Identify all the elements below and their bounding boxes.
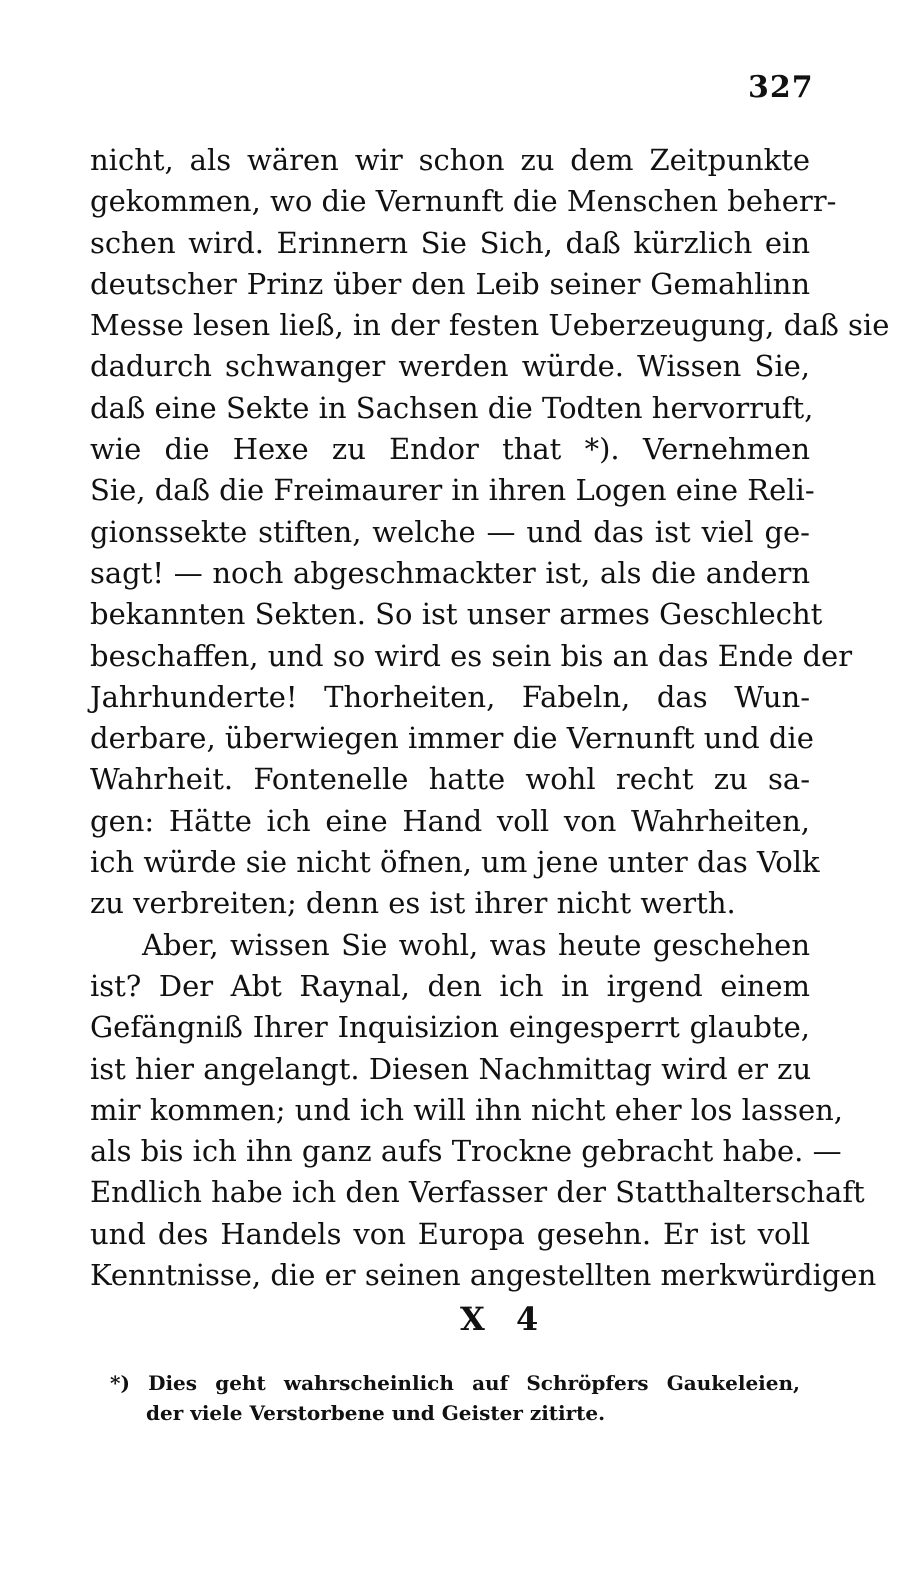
signature-mark: X 4	[460, 1300, 549, 1338]
text-line: dadurch schwanger werden würde. Wissen Sie,	[90, 349, 810, 384]
text-line: Kenntnisse, die er seinen angestellten merkwürdigen	[90, 1258, 877, 1293]
text-line: Wahrheit. Fontenelle hatte wohl recht zu sa-	[90, 762, 810, 797]
text-line: gekommen, wo die Vernunft die Menschen beherr-	[90, 184, 837, 219]
body-text	[90, 140, 890, 1296]
footnote-line: der viele Verstorbene und Geister zitirte.	[146, 1401, 606, 1425]
text-line: daß eine Sekte in Sachsen die Todten hervorruft,	[90, 390, 814, 425]
text-line: Messe lesen ließ, in der festen Ueberzeugung, daß sie	[90, 308, 890, 343]
text-line: zu verbreiten; denn es ist ihrer nicht werth.	[90, 886, 736, 921]
text-line: schen wird. Erinnern Sie Sich, daß kürzlich ein	[90, 225, 810, 260]
text-line: Gefängniß Ihrer Inquisizion eingesperrt glaubte,	[90, 1010, 810, 1045]
text-line: und des Handels von Europa gesehn. Er ist voll	[90, 1216, 810, 1251]
text-line: nicht, als wären wir schon zu dem Zeitpunkte	[90, 143, 810, 177]
paragraph-start-line: Aber, wissen Sie wohl, was heute geschehen	[142, 927, 810, 962]
text-line: gen: Hätte ich eine Hand voll von Wahrheiten,	[90, 803, 810, 838]
text-line: deutscher Prinz über den Leib seiner Gemahlinn	[90, 266, 810, 301]
page-number: 327	[748, 70, 814, 105]
text-line: Jahrhunderte! Thorheiten, Fabeln, das Wun-	[90, 679, 810, 714]
text-line: beschaffen, und so wird es sein bis an das Ende der	[90, 638, 853, 673]
text-line: sagt! — noch abgeschmackter ist, als die andern	[90, 555, 810, 590]
footnote-line: *) Dies geht wahrscheinlich auf Schröpfers Gaukeleien,	[110, 1371, 800, 1395]
text-line: mir kommen; und ich will ihn nicht eher los lassen,	[90, 1092, 844, 1127]
text-line: als bis ich ihn ganz aufs Trockne gebracht habe. —	[90, 1134, 842, 1169]
text-line: wie die Hexe zu Endor that *). Vernehmen	[90, 432, 810, 467]
text-line: derbare, überwiegen immer die Vernunft und die	[90, 721, 814, 756]
text-line: bekannten Sekten. So ist unser armes Geschlecht	[90, 597, 823, 632]
text-line: gionssekte stiften, welche — und das ist viel ge-	[90, 514, 810, 549]
footnote	[110, 1368, 800, 1428]
text-line: Sie, daß die Freimaurer in ihren Logen eine Reli-	[90, 473, 815, 508]
text-line: ist? Der Abt Raynal, den ich in irgend einem	[90, 968, 810, 1003]
text-line: Endlich habe ich den Verfasser der Statthalterschaft	[90, 1175, 865, 1210]
text-line: ich würde sie nicht öfnen, um jene unter das Volk	[90, 845, 820, 880]
text-line: ist hier angelangt. Diesen Nachmittag wird er zu	[90, 1051, 812, 1086]
